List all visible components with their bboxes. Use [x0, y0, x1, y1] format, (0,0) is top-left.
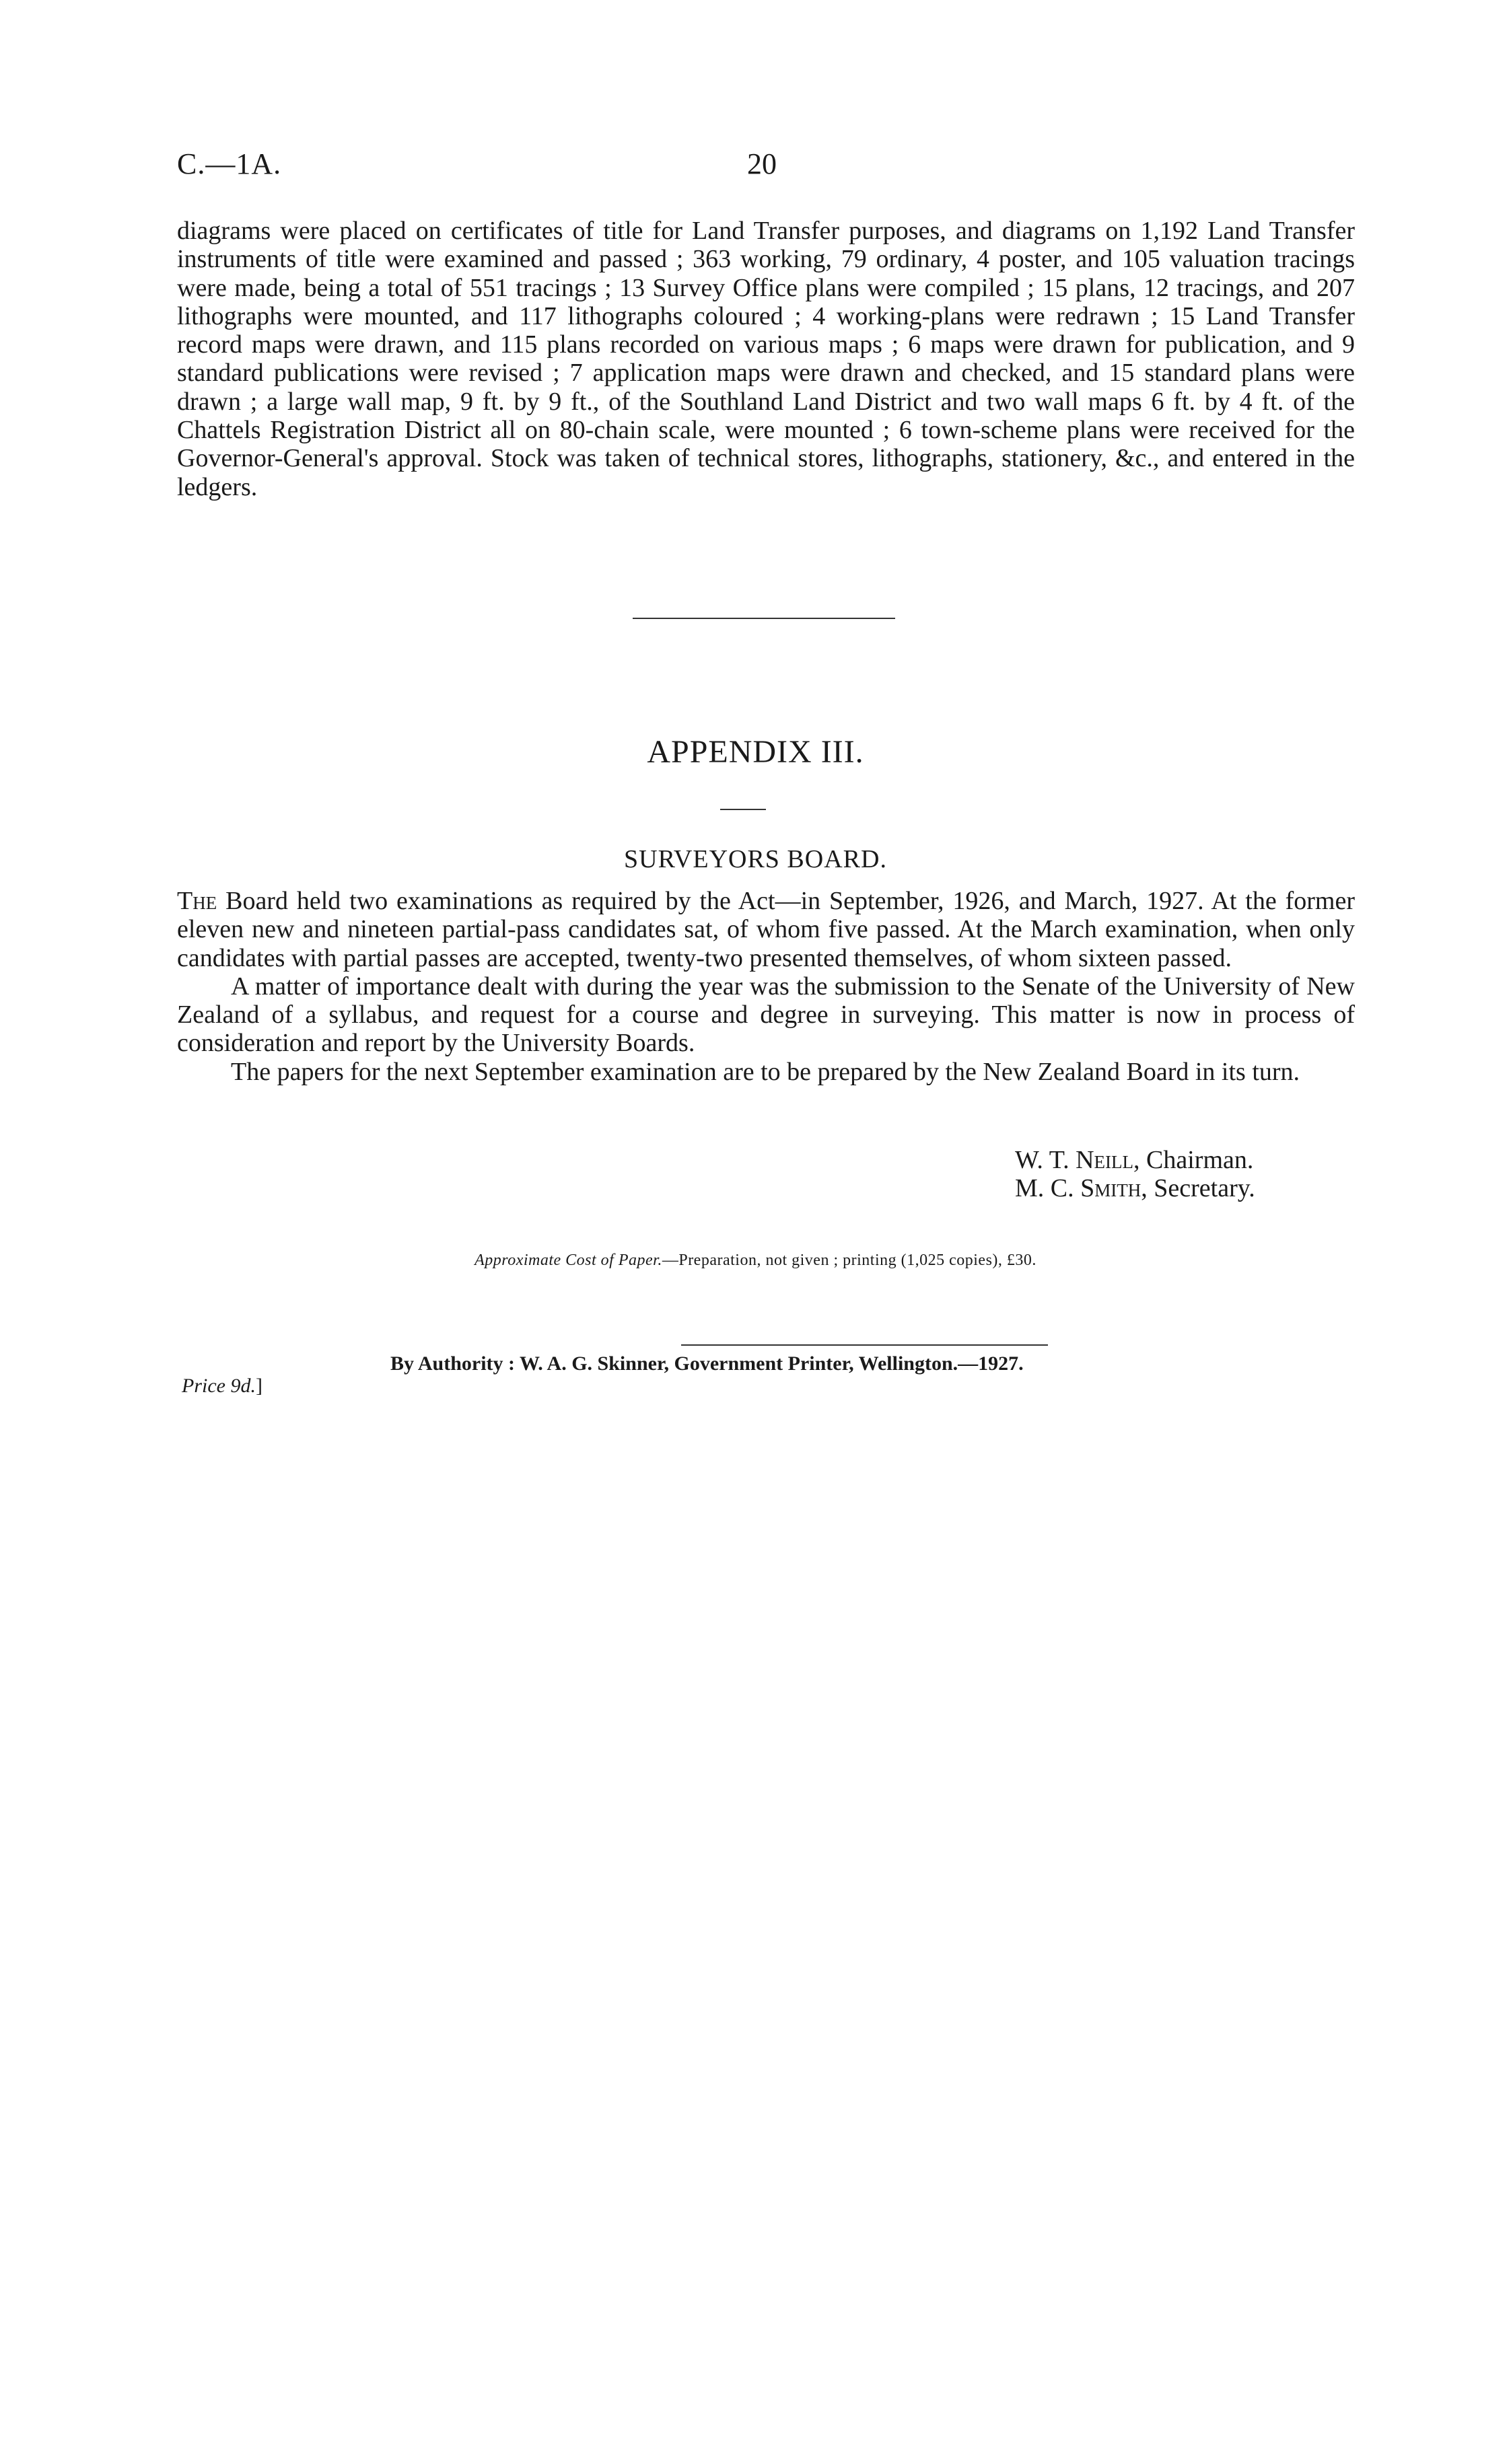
document-reference: C.—1A.	[177, 147, 282, 180]
signature-role: , Secretary.	[1141, 1174, 1255, 1202]
board-report	[177, 887, 1355, 1086]
section-title: SURVEYORS BOARD.	[624, 845, 887, 873]
appendix-title: APPENDIX III.	[647, 734, 864, 770]
board-paragraph-1	[177, 887, 1355, 972]
cost-detail: —Preparation, not given ; printing (1,025 copies), £30.	[662, 1252, 1036, 1269]
title-divider	[720, 809, 766, 810]
paragraph-text: Board held two examinations as required by the Act—in September, 1926, and March, 1927. At the former eleven new and nineteen partial-pass candidates sat, of whom five passed. At the March examination, when only candidates with partial passes are accepted, twenty-two presented themselves, of whom sixteen passed.	[177, 887, 1355, 972]
signature-name: Neill	[1076, 1146, 1134, 1174]
paragraph-lead-word: The	[177, 887, 217, 915]
intro-paragraph: diagrams were placed on certificates of title for Land Transfer purposes, and diagrams on 1,192 Land Transfer instruments of title were examined and passed ; 363 working, 79 ordinary, 4 poster, and 105 valuation tracings were made, being a total of 551 tracings ; 13 Survey Office plans were compiled ; 15 plans, 12 tracings, and 207 lithographs were mounted, and 117 lithographs coloured ; 4 working-plans were redrawn ; 15 Land Transfer record maps were drawn, and 115 plans recorded on various maps ; 6 maps were drawn for publication, and 9 standard publications were revised ; 7 application maps were drawn and checked, and 15 standard plans were drawn ; a large wall map, 9 ft. by 9 ft., of the Southland Land District and two wall maps 6 ft. by 4 ft. of the Chattels Registration District all on 80-chain scale, were mounted ; 6 town-scheme plans were received for the Governor-General's approval. Stock was taken of technical stores, lithographs, stationery, &c., and entered in the ledgers.	[177, 217, 1355, 501]
footer-divider	[681, 1344, 1048, 1346]
price-bracket: ]	[255, 1375, 262, 1397]
signature-initials: W. T.	[1015, 1146, 1076, 1174]
page-number: 20	[747, 147, 777, 180]
section-divider	[633, 618, 895, 619]
signature-role: , Chairman.	[1133, 1146, 1254, 1174]
signature-initials: M. C.	[1015, 1174, 1081, 1202]
cost-of-paper	[0, 1252, 1511, 1270]
cost-label: Approximate Cost of Paper.	[475, 1252, 662, 1269]
price-note	[182, 1375, 262, 1398]
printer-authority: By Authority : W. A. G. Skinner, Government Printer, Wellington.—1927.	[390, 1352, 1024, 1375]
signature-chairman	[1015, 1146, 1255, 1174]
price-label: Price 9d.	[182, 1375, 256, 1397]
signature-name: Smith	[1080, 1174, 1141, 1202]
board-paragraph-2: A matter of importance dealt with during the year was the submission to the Senate of the University of New Zealand of a syllabus, and request for a course and degree in surveying. This matter is now in process of consideration and report by the University Boards.	[177, 972, 1355, 1058]
signature-secretary	[1015, 1174, 1255, 1202]
signature-block	[1015, 1146, 1255, 1202]
board-paragraph-3: The papers for the next September examination are to be prepared by the New Zealand Board in its turn.	[231, 1057, 1300, 1086]
